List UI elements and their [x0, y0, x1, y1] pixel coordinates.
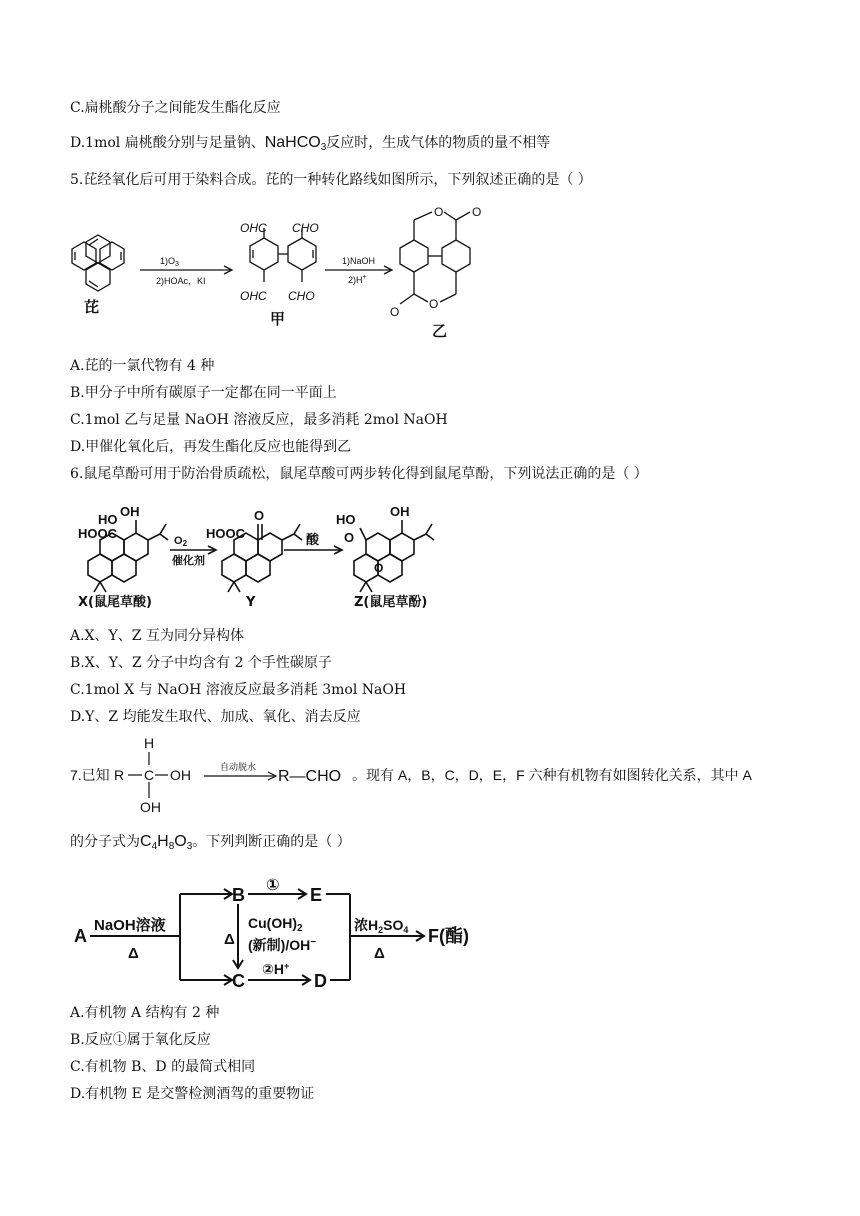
- q7-option-b: B.反应①属于氧化反应: [70, 1032, 211, 1048]
- node-d: D: [314, 971, 327, 991]
- label-pyrene: 芘: [84, 298, 100, 316]
- jia-ohc-tl: OHC: [240, 221, 267, 235]
- x-ho: HO: [98, 512, 118, 527]
- q6-cond2-top: 酸: [306, 532, 320, 547]
- y-o-top: O: [254, 508, 265, 523]
- yi-structure: [400, 212, 470, 304]
- q7-formula-line: [70, 832, 351, 857]
- q5-option-d: D.甲催化氧化后，再发生酯化反应也能得到乙: [70, 439, 352, 455]
- z-o-carbonyl: O: [344, 530, 355, 545]
- q5-option-c: C.1mol 乙与足量 NaOH 溶液反应，最多消耗 2mol NaOH: [70, 412, 448, 428]
- cond-delta-3: Δ: [374, 945, 385, 962]
- y-hooc: HOOC: [206, 526, 245, 541]
- struct-oh: OH: [170, 767, 191, 783]
- q6-option-a: A.X、Y、Z 互为同分异构体: [70, 628, 244, 644]
- cond-delta-2: Δ: [224, 931, 235, 948]
- nahco3-formula: NaHCO$_3$: [264, 134, 327, 153]
- cond-h2so4: 浓$H_2SO_4$: [354, 917, 409, 935]
- jia-ohc-bl: OHC: [240, 289, 267, 303]
- node-f: F(酯): [428, 926, 469, 946]
- cond2-bottom: 2)H+: [348, 274, 367, 285]
- label-x: X(鼠尾草酸): [78, 595, 152, 610]
- cond2-top: 1)NaOH: [342, 256, 376, 266]
- q6-option-b: B.X、Y、Z 分子中均含有 2 个手性碳原子: [70, 655, 332, 671]
- q6-cond1-top: O2: [174, 535, 188, 548]
- node-c: C: [232, 971, 245, 991]
- q4-option-c: C.扁桃酸分子之间能发生酯化反应: [70, 100, 281, 116]
- cond-naoh: NaOH溶液: [94, 917, 166, 934]
- q6-stem: 6.鼠尾草酚可用于防治骨质疏松，鼠尾草酸可两步转化得到鼠尾草酚，下列说法正确的是（ ）: [70, 466, 648, 482]
- struct-oh2: OH: [140, 799, 161, 815]
- cond-delta-1: Δ: [128, 945, 139, 962]
- x-hooc: HOOC: [78, 526, 117, 541]
- q5-option-b: B.甲分子中所有碳原子一定都在同一平面上: [70, 385, 337, 401]
- q6-reaction-scheme: [70, 494, 450, 614]
- step-2: ②H+: [262, 961, 290, 977]
- label-y: Y: [246, 595, 256, 610]
- node-a: A: [74, 926, 87, 946]
- step-1: ①: [266, 877, 280, 894]
- cond1-bottom: 2)HOAc，KI: [156, 276, 206, 286]
- c4h8o3-formula: $C_4H_8O_3$: [140, 833, 193, 852]
- z-ho: HO: [336, 512, 356, 527]
- q7-formula-post: 。下列判断正确的是（ ）: [192, 834, 351, 850]
- q6-option-c: C.1mol X 与 NaOH 溶液反应最多消耗 3mol NaOH: [70, 682, 407, 698]
- q5-stem: 5.芘经氧化后可用于染料合成。芘的一种转化路线如图所示，下列叙述正确的是（ ）: [70, 172, 592, 188]
- q7-formula-pre: 的分子式为: [70, 834, 140, 850]
- yi-o-ring-top: O: [434, 205, 444, 219]
- z-o-bridge: O: [374, 561, 384, 575]
- jia-cho-tr: CHO: [292, 221, 319, 235]
- q6-cond1-bottom: 催化剂: [172, 555, 205, 567]
- struct-r: R: [114, 767, 125, 783]
- q4-option-d-pre: D.1mol 扁桃酸分别与足量钠、: [70, 135, 265, 151]
- label-z: Z(鼠尾草酚): [354, 595, 428, 610]
- label-jia: 甲: [270, 310, 286, 328]
- z-structure: [354, 520, 434, 592]
- z-oh-top: OH: [390, 504, 410, 519]
- jia-structure: [250, 228, 316, 282]
- cond1-top: $1)O_3$: [160, 256, 179, 268]
- cond-oh: (新制)/OH−: [248, 937, 317, 953]
- yi-o-carbonyl-bottom: O: [390, 305, 400, 319]
- q5-option-a: A.芘的一氯代物有 4 种: [70, 358, 215, 374]
- label-yi: 乙: [432, 322, 448, 340]
- yi-o-ring-bottom: O: [429, 297, 439, 311]
- node-b: B: [232, 885, 245, 905]
- pyrene-structure: [72, 235, 124, 291]
- q7-stem-post: 。现有 A，B，C，D，E，F 六种有机物有如图转化关系，其中 A: [352, 767, 752, 783]
- struct-h: H: [144, 735, 155, 751]
- q7-stem-pre: 7.已知: [70, 767, 110, 783]
- q7-option-c: C.有机物 B、D 的最简式相同: [70, 1059, 256, 1075]
- q4-option-d: [70, 133, 550, 158]
- q7-option-d: D.有机物 E 是交警检测酒驾的重要物证: [70, 1086, 315, 1102]
- yi-o-carbonyl-top: O: [472, 205, 482, 219]
- x-oh-top: OH: [120, 504, 140, 519]
- q5-reaction-scheme: [60, 198, 560, 348]
- arrow-label: 自动脱水: [220, 762, 257, 772]
- product-rcho: R—CHO: [278, 768, 342, 785]
- struct-c: C: [144, 767, 155, 783]
- node-e: E: [310, 885, 323, 905]
- q7-stem: [66, 732, 806, 822]
- jia-cho-br: CHO: [288, 289, 315, 303]
- q7-conversion-scheme: [70, 872, 490, 997]
- q6-option-d: D.Y、Z 均能发生取代、加成、氧化、消去反应: [70, 709, 361, 725]
- q7-option-a: A.有机物 A 结构有 2 种: [70, 1005, 220, 1021]
- q4-option-d-post: 反应时，生成气体的物质的量不相等: [326, 135, 551, 151]
- cond-cuoh2: $Cu(OH)_2$: [248, 915, 303, 934]
